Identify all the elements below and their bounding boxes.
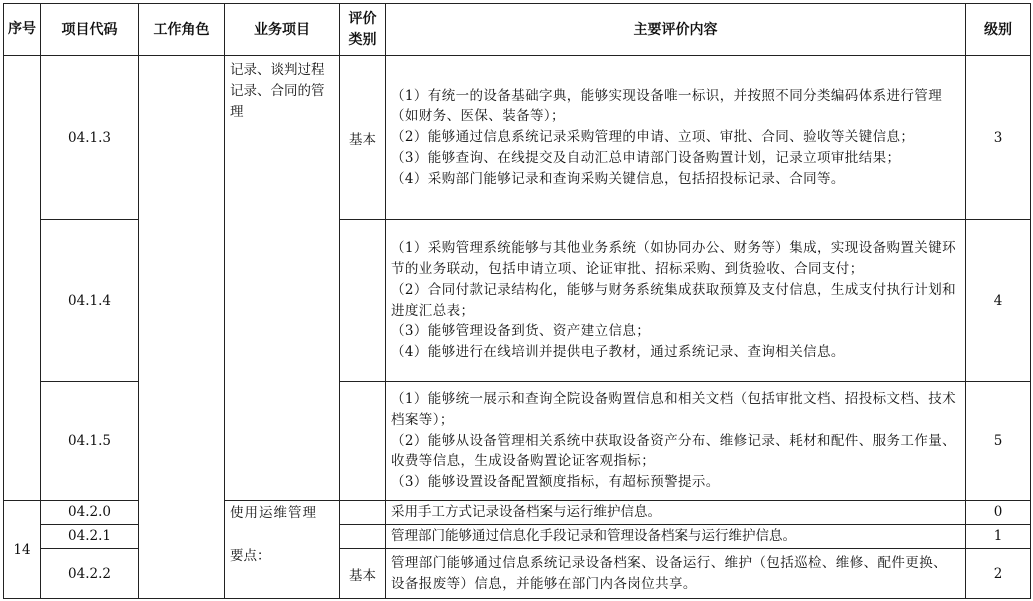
content-item: （2）能够从设备管理相关系统中获取设备资产分布、维修记录、耗材和配件、服务工作量、收费等信息，生成设备购置论证客观指标；: [391, 432, 956, 470]
code-cell: 04.1.4: [41, 220, 139, 382]
header-level: 级别: [966, 4, 1031, 56]
header-row: [4, 4, 1031, 56]
business-cell: 记录、谈判过程记录、合同的管理: [225, 56, 340, 501]
content-item: （4）采购部门能够记录和查询采购关键信息，包括招投标记录、合同等。: [391, 170, 845, 187]
category-cell-empty: [340, 220, 386, 382]
category-cell-empty: [340, 382, 386, 501]
code-cell: 04.2.2: [41, 549, 139, 599]
content-cell: [386, 56, 966, 220]
content-item: （1）有统一的设备基础字典，能够实现设备唯一标识，并按照不同分类编码体系进行管理（如财务、医保、装备等）；: [391, 87, 943, 125]
content-item: （4）能够进行在线培训并提供电子教材，通过系统记录、查询相关信息。: [391, 344, 845, 361]
seq-cell: 14: [4, 501, 41, 599]
content-item: （1）采购管理系统能够与其他业务系统（如协同办公、财务等）集成，实现设备购置关键环节的业务联动，包括申请立项、论证审批、招标采购、到货验收、合同支付；: [391, 240, 956, 277]
level-cell: 1: [966, 525, 1031, 549]
content-item: （3）能够查询、在线提交及自动汇总申请部门设备购置计划，记录立项审批结果；: [391, 149, 901, 166]
business-line: 使用运维管理: [230, 505, 317, 521]
content-item: （3）能够管理设备到货、资产建立信息；: [391, 323, 651, 340]
role-cell-empty: [139, 56, 225, 599]
header-category: 评价类别: [340, 4, 386, 56]
content-cell: 管理部门能够通过信息化手段记录和管理设备档案与运行维护信息。: [386, 525, 966, 549]
level-cell: 5: [966, 382, 1031, 501]
header-seq: 序号: [4, 4, 41, 56]
header-business: 业务项目: [225, 4, 340, 56]
business-line: 要点：: [230, 547, 271, 564]
level-cell: 0: [966, 501, 1031, 525]
content-cell: 管理部门能够通过信息系统记录设备档案、设备运行、维护（包括巡检、维修、配件更换、设备报废等）信息，并能够在部门内各岗位共享。: [386, 549, 966, 599]
content-item: （2）能够通过信息系统记录采购管理的申请、立项、审批、合同、验收等关键信息；: [391, 129, 915, 146]
content-item: （2）合同付款记录结构化，能够与财务系统集成获取预算及支付信息，生成支付执行计划和进度汇总表；: [391, 281, 956, 319]
seq-cell-empty: [4, 56, 41, 501]
content-item: （1）能够统一展示和查询全院设备购置信息和相关文档（包括审批文档、招投标文档、技术档案等）；: [391, 391, 956, 428]
code-cell: 04.1.3: [41, 56, 139, 220]
level-cell: 2: [966, 549, 1031, 599]
evaluation-table: [3, 3, 1031, 599]
category-cell: 基本: [340, 56, 386, 220]
level-cell: 4: [966, 220, 1031, 382]
code-cell: 04.2.0: [41, 501, 139, 525]
category-cell: 基本: [340, 549, 386, 599]
content-item: （3）能够设置设备配置额度指标，有超标预警提示。: [391, 474, 720, 491]
code-cell: 04.1.5: [41, 382, 139, 501]
code-cell: 04.2.1: [41, 525, 139, 549]
category-cell-empty: [340, 525, 386, 549]
header-code: 项目代码: [41, 4, 139, 56]
header-content: 主要评价内容: [386, 4, 966, 56]
business-cell: [225, 501, 340, 599]
content-cell: 采用手工方式记录设备档案与运行维护信息。: [386, 501, 966, 525]
table-row: [4, 56, 1031, 220]
content-cell: [386, 220, 966, 382]
content-cell: [386, 382, 966, 501]
header-role: 工作角色: [139, 4, 225, 56]
level-cell: 3: [966, 56, 1031, 220]
category-cell-empty: [340, 501, 386, 525]
